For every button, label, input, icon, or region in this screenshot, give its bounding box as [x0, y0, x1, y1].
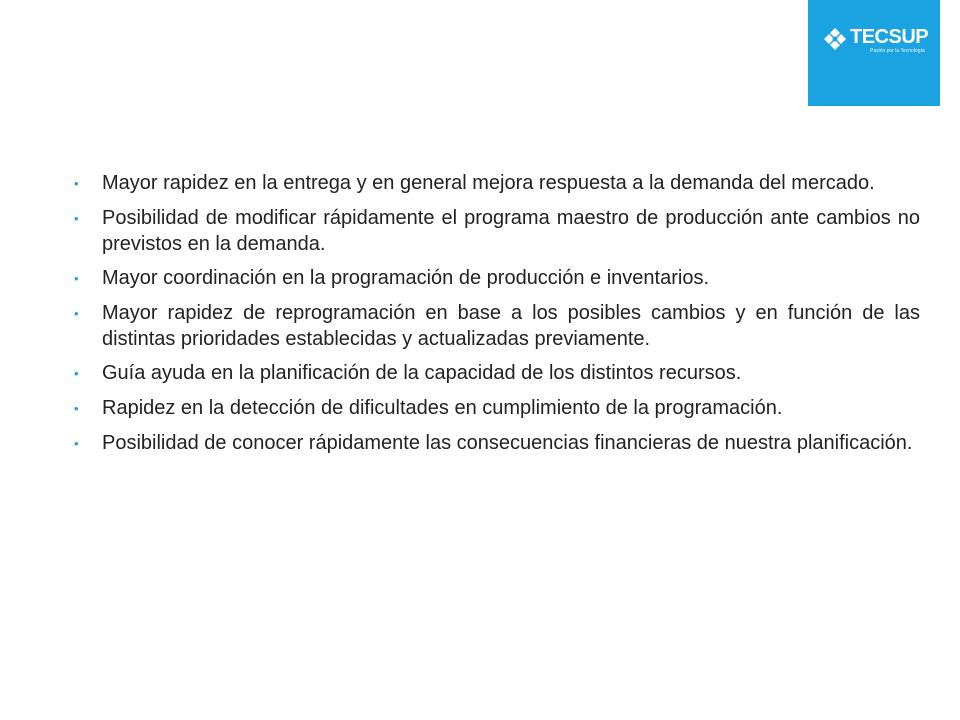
- list-item-text: Rapidez en la detección de dificultades en cumplimiento de la programación.: [102, 397, 783, 419]
- list-item-text: Posibilidad de modificar rápidamente el programa maestro de producción ante cambios no previstos en la demanda.: [102, 207, 920, 255]
- bullet-icon: •: [74, 436, 79, 451]
- tecsup-logo-mark-icon: [822, 26, 848, 52]
- bullet-icon: •: [74, 271, 79, 286]
- list-item: [72, 265, 920, 292]
- list-item-text: Guía ayuda en la planificación de la capacidad de los distintos recursos.: [102, 362, 742, 384]
- list-item-text: Mayor rapidez de reprogramación en base a los posibles cambios y en función de las distintas prioridades establecidas y actualizadas previamente.: [102, 302, 920, 350]
- list-item-text: Mayor rapidez en la entrega y en general mejora respuesta a la demanda del mercado.: [102, 172, 875, 194]
- list-item: [72, 395, 920, 422]
- list-item: [72, 430, 920, 457]
- bullet-icon: •: [74, 211, 79, 226]
- list-item-text: Posibilidad de conocer rápidamente las consecuencias financieras de nuestra planificación.: [102, 432, 913, 454]
- bullet-icon: •: [74, 366, 79, 381]
- benefits-list: [72, 170, 920, 465]
- bullet-icon: •: [74, 401, 79, 416]
- brand-logo: [822, 26, 928, 54]
- brand-tagline: Pasión por la Tecnología: [870, 48, 925, 54]
- list-item: [72, 205, 920, 257]
- list-item: [72, 170, 920, 197]
- brand-logo-tab: [808, 0, 940, 106]
- list-item: [72, 360, 920, 387]
- bullet-icon: •: [74, 176, 79, 191]
- list-item-text: Mayor coordinación en la programación de producción e inventarios.: [102, 267, 710, 289]
- list-item: [72, 300, 920, 352]
- bullet-icon: •: [74, 306, 79, 321]
- brand-name: TECSUP: [850, 26, 929, 48]
